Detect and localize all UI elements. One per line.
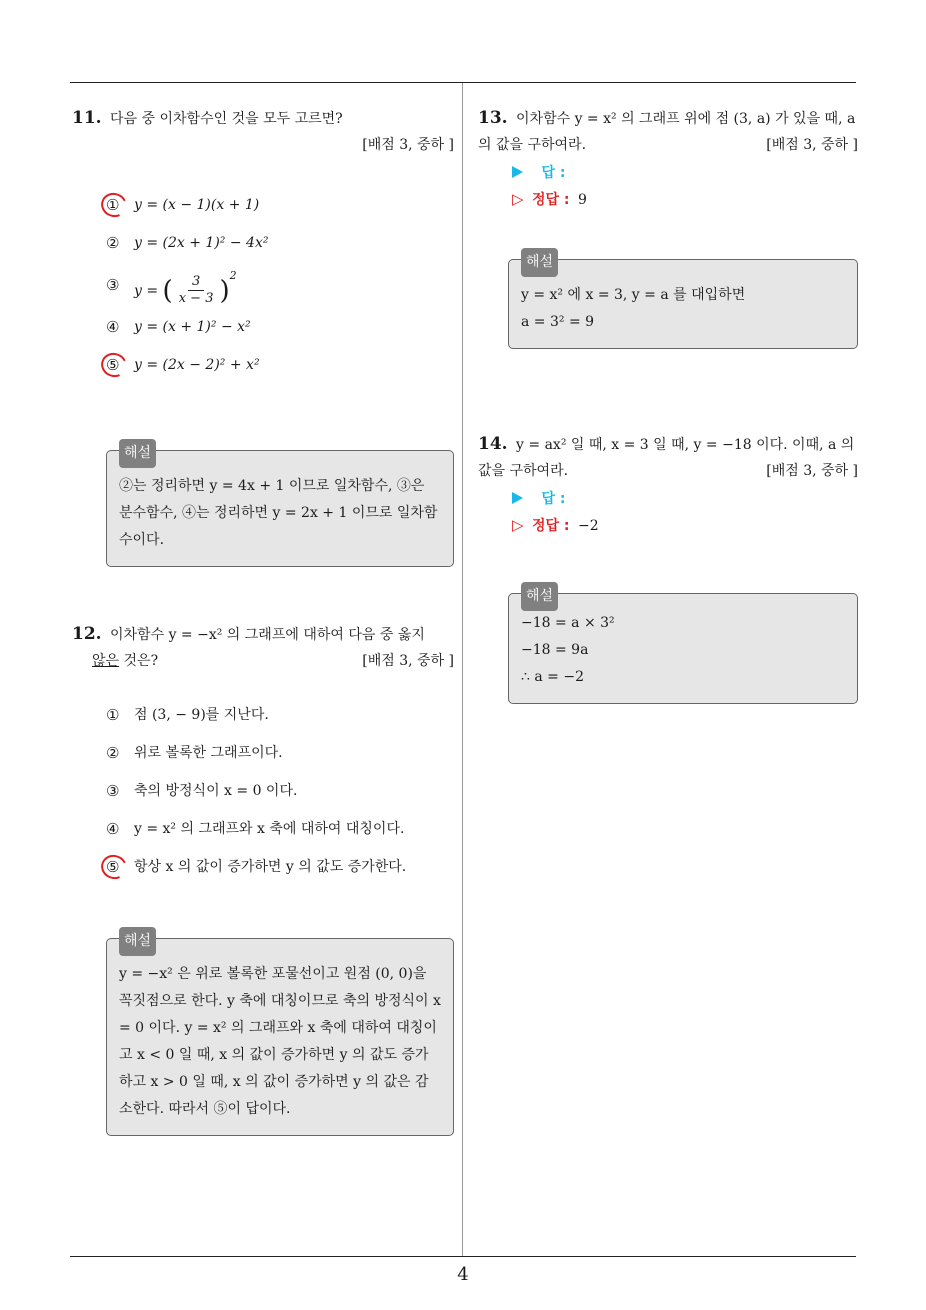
choice-text: y = (x + 1)² − x² (134, 319, 251, 335)
question-number: 12. (72, 624, 102, 644)
choice-5[interactable] (106, 848, 454, 886)
question-number: 14. (478, 434, 508, 454)
column-divider (462, 83, 463, 1256)
choice-number: ② (106, 233, 120, 252)
explanation-line: −18 = a × 3² (521, 615, 615, 631)
explanation-text: y = −x² 은 위로 볼록한 포물선이고 원점 (0, 0)을 꼭짓점으로 한다. y 축에 대칭이므로 축의 방정식이 x = 0 이다. y = x² 의 그래프와 x 축에 대하여 대칭이고 x < 0 일 때, x 의 값이 증가하면 y 의 값도 증가하고 x > 0 일 때, x 의 값이 증가하면 y 의 값은 감소한다. 따라서 ⑤이 답이다. (119, 966, 441, 1117)
explanation-tag: 해설 (119, 439, 156, 468)
explanation-tag: 해설 (521, 582, 558, 611)
fraction (175, 274, 218, 307)
explanation-box (106, 933, 454, 1136)
choice-list (72, 186, 454, 384)
answer-label: 답 : (541, 165, 566, 181)
correct-answer-line (478, 512, 858, 539)
question-text: 이차함수 y = −x² 의 그래프에 대하여 다음 중 옳지 (110, 627, 425, 643)
question-number: 13. (478, 108, 508, 128)
right-column (478, 105, 858, 685)
choice-list (72, 696, 454, 886)
explanation-line: y = x² 에 x = 3, y = a 를 대입하면 (521, 287, 746, 303)
question-text: y = ax² 일 때, x = 3 일 때, y = −18 이다. 이때, a 의 값을 구하여라. (478, 437, 855, 479)
answer-line[interactable] (478, 160, 858, 186)
question-meta: [배점 3, 중하 ] (766, 137, 858, 153)
question-text-tail: 것은? (123, 653, 159, 669)
choice-2[interactable] (106, 734, 454, 772)
choice-1[interactable] (106, 186, 454, 224)
selected-mark-icon (98, 851, 131, 882)
selected-mark-icon (98, 189, 131, 220)
explanation-line: a = 3² = 9 (521, 314, 595, 330)
explanation-text: ②는 정리하면 y = 4x + 1 이므로 일차함수, ③은 분수함수, ④는 정리하면 y = 2x + 1 이므로 일차함수이다. (119, 478, 438, 548)
triangle-filled-icon (512, 492, 523, 504)
top-rule (70, 82, 856, 83)
question-11-stem (72, 105, 454, 132)
choice-3[interactable] (106, 772, 454, 810)
choice-number: ① (106, 195, 120, 214)
choice-1[interactable] (106, 696, 454, 734)
question-14 (478, 431, 858, 704)
choice-number: ⑤ (106, 857, 120, 876)
question-12-stem-line2 (72, 648, 454, 674)
explanation-tag: 해설 (119, 927, 156, 956)
choice-text: 점 (3, − 9)를 지난다. (134, 707, 269, 723)
explanation-line: −18 = 9a (521, 642, 589, 658)
choice-number: ⑤ (106, 355, 120, 374)
triangle-outline-icon: ▷ (512, 190, 524, 208)
choice-text: 축의 방정식이 x = 0 이다. (134, 783, 298, 799)
page-number: 4 (457, 1264, 469, 1285)
choice-4[interactable] (106, 308, 454, 346)
choice-2[interactable] (106, 224, 454, 262)
triangle-filled-icon (512, 166, 523, 178)
fraction-numerator: 3 (188, 274, 204, 291)
choice-text: y = (2x + 1)² − 4x² (134, 235, 269, 251)
choice-3[interactable] (106, 262, 454, 308)
choice-text: y = ( $\frac{3}{x - 3}$ )$^2$ (134, 268, 237, 307)
left-column (72, 105, 454, 1117)
choice-number: ④ (106, 317, 120, 336)
correct-label: 정답 : (532, 192, 570, 208)
answer-line[interactable] (478, 486, 858, 512)
choice-prefix: y = (134, 282, 159, 299)
explanation-line: ∴ a = −2 (521, 669, 584, 685)
question-meta: [배점 3, 중하 ] (766, 463, 858, 479)
question-text: 다음 중 이차함수인 것을 모두 고르면? (110, 111, 343, 127)
choice-text: y = (x − 1)(x + 1) (134, 197, 260, 213)
correct-value: 9 (577, 192, 587, 208)
exponent: 2 (229, 268, 237, 282)
correct-label: 정답 : (532, 518, 570, 534)
explanation-box (508, 254, 858, 349)
triangle-outline-icon: ▷ (512, 516, 524, 534)
answer-label: 답 : (541, 491, 566, 507)
bottom-rule (70, 1256, 856, 1257)
question-number: 11. (72, 108, 102, 128)
selected-mark-icon (98, 349, 131, 380)
choice-number: ② (106, 743, 120, 762)
question-13 (478, 105, 858, 349)
correct-answer-line (478, 186, 858, 213)
question-meta: [배점 3, 중하 ] (362, 653, 454, 669)
question-12 (72, 621, 454, 1136)
choice-text: y = (2x − 2)² + x² (134, 357, 260, 373)
choice-number: ③ (106, 781, 120, 800)
question-12-stem (72, 621, 454, 648)
question-11 (72, 105, 454, 567)
choice-number: ③ (106, 275, 120, 294)
choice-4[interactable] (106, 810, 454, 848)
correct-value: −2 (577, 518, 599, 534)
choice-5[interactable] (106, 346, 454, 384)
question-text: 이차함수 y = x² 의 그래프 위에 점 (3, a) 가 있을 때, a 의 값을 구하여라. (478, 111, 856, 153)
question-meta: [배점 3, 중하 ] (362, 137, 454, 153)
fraction-denominator: x − 3 (178, 291, 214, 307)
explanation-tag: 해설 (521, 248, 558, 277)
choice-number: ④ (106, 819, 120, 838)
explanation-box (508, 588, 858, 704)
choice-number: ① (106, 705, 120, 724)
choice-text: 항상 x 의 값이 증가하면 y 의 값도 증가한다. (134, 859, 407, 875)
choice-text: y = x² 의 그래프와 x 축에 대하여 대칭이다. (134, 821, 405, 837)
question-text-underlined: 않은 (92, 653, 120, 669)
explanation-box (106, 445, 454, 567)
choice-text: 위로 볼록한 그래프이다. (134, 745, 283, 761)
